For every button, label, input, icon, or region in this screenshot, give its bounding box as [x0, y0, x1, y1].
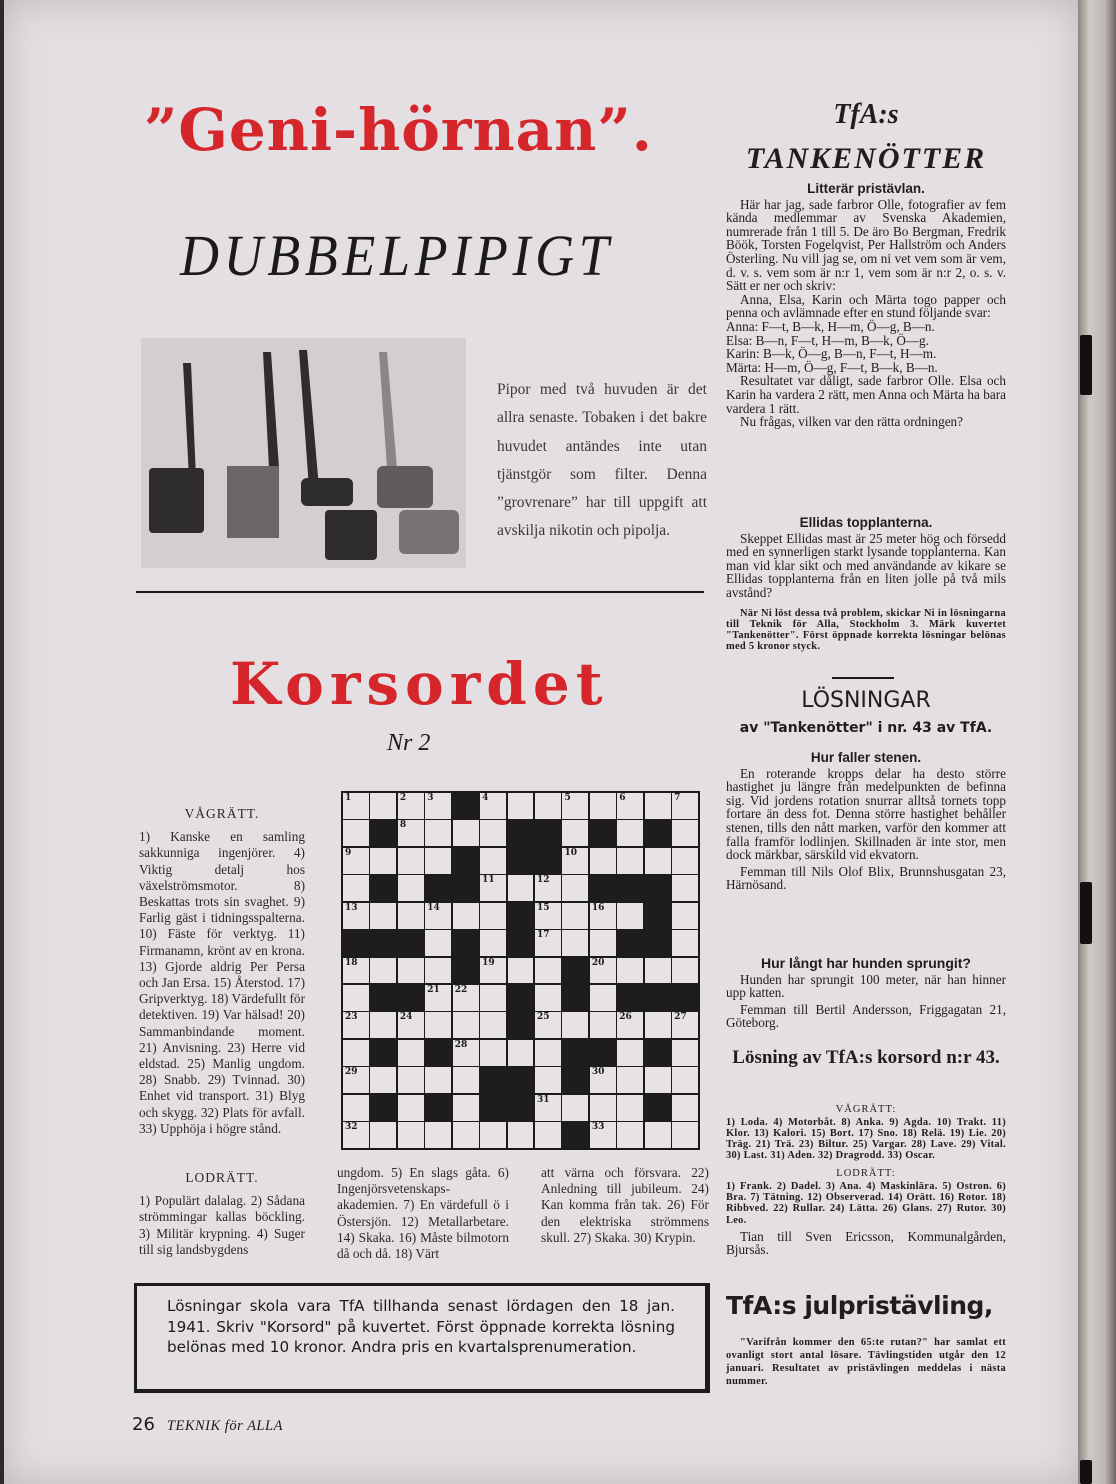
- crossword-black-square: [590, 1040, 616, 1066]
- crossword-cell[interactable]: 5: [562, 793, 588, 819]
- crossword-black-square: [425, 1095, 451, 1121]
- crossword-cell[interactable]: 13: [343, 903, 369, 929]
- crossword-cell[interactable]: 31: [535, 1095, 561, 1121]
- solution-across-list: 1) Loda. 4) Motorbåt. 8) Anka. 9) Agda. 10) Trakt. 11) Klor. 13) Kalori. 15) Bort. 17) Sno. 18) Relä. 19) Lie. 20) Träg. 21) Trä. 23) Biltur. 25) Vargar. 28) Lave. 29) Vital. 30) Last. 31) Aden. 32) Dragrodd. 33) Oscar.: [726, 1116, 1006, 1162]
- crossword-cell[interactable]: 7: [672, 793, 698, 819]
- crossword-cell[interactable]: 25: [535, 1012, 561, 1038]
- crossword-cell[interactable]: [480, 1040, 506, 1066]
- crossword-cell[interactable]: 6: [617, 793, 643, 819]
- crossword-cell[interactable]: [672, 930, 698, 956]
- section-title-geni-hornan: ”Geni-hörnan”.: [144, 96, 653, 164]
- crossword-cell[interactable]: [590, 793, 616, 819]
- crossword-cell[interactable]: [617, 820, 643, 846]
- crossword-cell[interactable]: [343, 820, 369, 846]
- crossword-black-square: [562, 958, 588, 984]
- crossword-cell[interactable]: [645, 793, 671, 819]
- crossword-cell[interactable]: 10: [562, 848, 588, 874]
- crossword-cell[interactable]: 1: [343, 793, 369, 819]
- page-number: 26: [132, 1414, 155, 1435]
- crossword-number: Nr 2: [387, 730, 431, 756]
- crossword-black-square: [398, 930, 424, 956]
- crossword-cell[interactable]: [672, 875, 698, 901]
- submission-note: När Ni löst dessa två problem, skickar Ni in lösningarna till Teknik för Alla, Stockholm 3. Märk kuvertet "Tankenötter". Först öppnade korrekta lösningar belönas med 5 kronor styck.: [726, 607, 1006, 653]
- crossword-cell[interactable]: [562, 903, 588, 929]
- crossword-cell[interactable]: [398, 1067, 424, 1093]
- crossword-cell[interactable]: [590, 848, 616, 874]
- across-clues: [139, 806, 305, 1137]
- solution-stone: [726, 751, 1006, 892]
- solution-down-list: 1) Frank. 2) Dadel. 3) Ana. 4) Maskinlära. 5) Ostron. 6) Bra. 7) Tätning. 12) Observerad. 14) Orätt. 16) Rotor. 18) Ribbved. 22) Rullar. 24) Lätta. 26) Glans. 27) Rutor. 30) Leo.: [726, 1181, 1006, 1226]
- crossword-cell[interactable]: 4: [480, 793, 506, 819]
- crossword-cell[interactable]: 12: [535, 875, 561, 901]
- crossword-black-square: [343, 930, 369, 956]
- crossword-cell[interactable]: [672, 1122, 698, 1148]
- tankenotter-title: TANKENÖTTER: [745, 142, 987, 175]
- crossword-cell[interactable]: [508, 1122, 534, 1148]
- crossword-cell[interactable]: [343, 985, 369, 1011]
- solutions-title: LÖSNINGAR: [801, 688, 931, 713]
- binding-clip: [1080, 882, 1092, 944]
- crossword-black-square: [645, 1040, 671, 1066]
- crossword-cell[interactable]: 16: [590, 903, 616, 929]
- crossword-black-square: [617, 930, 643, 956]
- winner-text: Tian till Sven Ericsson, Kommunalgården, Bjursås.: [726, 1228, 1006, 1258]
- crossword-black-square: [562, 1122, 588, 1148]
- crossword-cell[interactable]: [398, 958, 424, 984]
- crossword-black-square: [398, 985, 424, 1011]
- crossword-cell[interactable]: [398, 848, 424, 874]
- crossword-cell[interactable]: [453, 903, 479, 929]
- crossword-notice: Lösningar skola vara TfA tillhanda senast lördagen den 18 jan. 1941. Skriv "Korsord" på kuvertet. Först öppnade korrekta lösning belönas med 10 kronor. Andra pris en kvartalsprenumeration.: [167, 1297, 675, 1356]
- crossword-cell[interactable]: [453, 820, 479, 846]
- crossword-cell[interactable]: [535, 1122, 561, 1148]
- crossword-black-square: [453, 848, 479, 874]
- solution-heading: Hur långt har hunden sprungit?: [761, 955, 971, 971]
- winner-text: Femman till Nils Olof Blix, Brunnshusgatan 23, Härnösand.: [726, 863, 1006, 893]
- crossword-cell[interactable]: [343, 875, 369, 901]
- crossword-cell[interactable]: [535, 985, 561, 1011]
- crossword-cell[interactable]: 21: [425, 985, 451, 1011]
- crossword-title: Korsordet: [230, 650, 609, 718]
- down-clues-col-3: [541, 1165, 709, 1246]
- crossword-cell[interactable]: [590, 1095, 616, 1121]
- crossword-cell[interactable]: [562, 930, 588, 956]
- crossword-cell[interactable]: [370, 848, 396, 874]
- crossword-cell[interactable]: [617, 1122, 643, 1148]
- crossword-black-square: [425, 875, 451, 901]
- crossword-cell[interactable]: [398, 1040, 424, 1066]
- magazine-page: [4, 0, 1080, 1484]
- crossword-cell[interactable]: [562, 875, 588, 901]
- christmas-contest: [726, 1336, 1006, 1388]
- crossword-black-square: [370, 930, 396, 956]
- crossword-cell[interactable]: 8: [398, 820, 424, 846]
- crossword-cell[interactable]: 22: [453, 985, 479, 1011]
- crossword-notice-box: [134, 1283, 710, 1393]
- crossword-cell[interactable]: [480, 1122, 506, 1148]
- crossword-cell[interactable]: 30: [590, 1067, 616, 1093]
- crossword-cell[interactable]: [480, 820, 506, 846]
- crossword-cell[interactable]: [535, 1067, 561, 1093]
- crossword-cell[interactable]: [370, 1122, 396, 1148]
- crossword-black-square: [370, 1040, 396, 1066]
- crossword-cell[interactable]: [617, 848, 643, 874]
- crossword-cell[interactable]: [425, 958, 451, 984]
- crossword-cell[interactable]: [672, 820, 698, 846]
- crossword-cell[interactable]: 23: [343, 1012, 369, 1038]
- crossword-cell[interactable]: 2: [398, 793, 424, 819]
- crossword-black-square: [453, 958, 479, 984]
- down-clues-col-1: [139, 1170, 305, 1258]
- puzzle-literary: [726, 182, 1006, 429]
- crossword-cell[interactable]: [617, 1040, 643, 1066]
- solutions-subtitle: av "Tankenötter" i nr. 43 av TfA.: [739, 720, 993, 736]
- crossword-black-square: [562, 1067, 588, 1093]
- crossword-black-square: [562, 1040, 588, 1066]
- crossword-cell[interactable]: 29: [343, 1067, 369, 1093]
- crossword-cell[interactable]: [480, 985, 506, 1011]
- crossword-cell[interactable]: [672, 848, 698, 874]
- crossword-cell[interactable]: [480, 930, 506, 956]
- crossword-cell[interactable]: [535, 793, 561, 819]
- crossword-black-square: [590, 820, 616, 846]
- crossword-black-square: [645, 930, 671, 956]
- crossword-black-square: [508, 985, 534, 1011]
- solution-text: En roterande kropps delar ha desto större hastighet ju längre från medelpunkten de befinna sig. Vid jordens rotation snurrar alltså tornets topp fortare än dess fot. Denna större hastighet behåller stenen, tills den nått marken, varför den kommer att falla framför lodlinjen. Skillnaden är inte stor, men dock märkbar, särskild vid ekvatorn.: [726, 765, 1006, 863]
- crossword-cell[interactable]: [453, 1012, 479, 1038]
- crossword-black-square: [645, 903, 671, 929]
- puzzle-heading: Litterär pristävlan.: [807, 181, 925, 196]
- crossword-cell[interactable]: [370, 1012, 396, 1038]
- answer-line: Anna: F—t, B—k, H—m, Ö—g, B—n.: [726, 318, 935, 334]
- crossword-black-square: [645, 1095, 671, 1121]
- crossword-cell[interactable]: [617, 1095, 643, 1121]
- tankenotter-kicker: TfA:s: [833, 99, 899, 130]
- crossword-black-square: [508, 820, 534, 846]
- divider: [136, 591, 704, 593]
- crossword-cell[interactable]: [535, 958, 561, 984]
- crossword-cell[interactable]: 27: [672, 1012, 698, 1038]
- crossword-cell[interactable]: [645, 1122, 671, 1148]
- crossword-cell[interactable]: 15: [535, 903, 561, 929]
- crossword-black-square: [590, 875, 616, 901]
- crossword-black-square: [508, 903, 534, 929]
- crossword-cell[interactable]: [672, 1095, 698, 1121]
- crossword-cell[interactable]: [645, 848, 671, 874]
- crossword-cell[interactable]: [370, 1067, 396, 1093]
- crossword-cell[interactable]: [398, 875, 424, 901]
- crossword-cell[interactable]: [672, 958, 698, 984]
- down-clue-text: att värna och försvara. 22) Anledning till jubileum. 24) Kan komma från tak. 26) För den elektriska strömmens skull. 27) Skaka. 30) Krypin.: [541, 1165, 709, 1245]
- crossword-cell[interactable]: [508, 875, 534, 901]
- page-edge: [1078, 0, 1116, 1484]
- crossword-cell[interactable]: [425, 1122, 451, 1148]
- crossword-black-square: [535, 848, 561, 874]
- crossword-black-square: [370, 985, 396, 1011]
- crossword-black-square: [453, 793, 479, 819]
- crossword-cell[interactable]: [672, 1040, 698, 1066]
- answer-line: Elsa: B—n, F—t, H—m, B—k, Ö—g.: [726, 332, 929, 348]
- crossword-black-square: [480, 1067, 506, 1093]
- binding-clip: [1080, 335, 1092, 395]
- crossword-cell[interactable]: 28: [453, 1040, 479, 1066]
- crossword-cell[interactable]: [370, 903, 396, 929]
- crossword-cell[interactable]: [590, 1012, 616, 1038]
- crossword-cell[interactable]: 33: [590, 1122, 616, 1148]
- crossword-cell[interactable]: 17: [535, 930, 561, 956]
- crossword-cell[interactable]: [425, 1067, 451, 1093]
- crossword-cell[interactable]: 3: [425, 793, 451, 819]
- divider: [832, 677, 894, 679]
- crossword-black-square: [535, 820, 561, 846]
- crossword-black-square: [370, 820, 396, 846]
- crossword-cell[interactable]: [480, 903, 506, 929]
- answer-line: Karin: B—k, Ö—g, B—n, F—t, H—m.: [726, 346, 937, 362]
- crossword-cell[interactable]: 32: [343, 1122, 369, 1148]
- puzzle-text: Nu frågas, vilken var den rätta ordningen?: [740, 414, 964, 430]
- crossword-cell[interactable]: [480, 1012, 506, 1038]
- solution-dog: [726, 957, 1006, 1030]
- crossword-cell[interactable]: [343, 1040, 369, 1066]
- down-clue-text: ungdom. 5) En slags gåta. 6) Ingenjörsvetenskaps-akademien. 7) En värdefull ö i Östersjön. 12) Metallarbetare. 14) Skaka. 16) Måste bilmotorn då och då. 18) Värt: [337, 1165, 509, 1262]
- crossword-cell[interactable]: [590, 985, 616, 1011]
- crossword-cell[interactable]: 20: [590, 958, 616, 984]
- crossword-black-square: [508, 1095, 534, 1121]
- crossword-black-square: [425, 1040, 451, 1066]
- crossword-black-square: [453, 875, 479, 901]
- crossword-cell[interactable]: [425, 848, 451, 874]
- crossword-black-square: [508, 848, 534, 874]
- crossword-cell[interactable]: [370, 793, 396, 819]
- crossword-black-square: [562, 985, 588, 1011]
- puzzle-ellida: [726, 516, 1006, 652]
- crossword-cell[interactable]: [453, 1095, 479, 1121]
- binding-clip: [1080, 1460, 1092, 1484]
- crossword-cell[interactable]: [645, 1012, 671, 1038]
- crossword-cell[interactable]: [370, 958, 396, 984]
- pipes-photo: [141, 338, 466, 568]
- puzzle-text: Resultatet var dåligt, sade farbror Olle. Elsa och Karin ha vardera 2 rätt, men Anna och Märta ha bara vardera 1 rätt.: [726, 373, 1006, 416]
- crossword-black-square: [617, 985, 643, 1011]
- contest-text: "Varifrån kommer den 65:te rutan?" har samlat ett ovanligt stort antal lösare. Tävlingstiden utgår den 12 januari. Resultatet av pristävlingen meddelas i nästa nummer.: [726, 1337, 1006, 1387]
- crossword-cell[interactable]: [617, 1067, 643, 1093]
- crossword-cell[interactable]: [535, 1040, 561, 1066]
- crossword-black-square: [508, 1012, 534, 1038]
- article-title: DUBBELPIPIGT: [180, 223, 614, 288]
- crossword-solution-heading: Lösning av TfA:s korsord n:r 43.: [732, 1047, 1000, 1068]
- crossword-cell[interactable]: 19: [480, 958, 506, 984]
- crossword-cell[interactable]: [645, 958, 671, 984]
- christmas-contest-heading: TfA:s julpristävling,: [726, 1291, 993, 1320]
- crossword-cell[interactable]: [617, 958, 643, 984]
- puzzle-heading: Ellidas topplanterna.: [799, 515, 933, 530]
- solution-down-heading: LODRÄTT:: [836, 1168, 896, 1180]
- crossword-cell[interactable]: 14: [425, 903, 451, 929]
- crossword-black-square: [370, 875, 396, 901]
- across-heading: VÅGRÄTT.: [184, 806, 260, 821]
- crossword-black-square: [645, 985, 671, 1011]
- crossword-cell[interactable]: [425, 820, 451, 846]
- crossword-cell[interactable]: [453, 1067, 479, 1093]
- puzzle-text: Här har jag, sade farbror Olle, fotografier av fem kända medlemmar av Svenska Akademien, numrerade från 1 till 5. De äro Bo Bergman, Fredrik Böök, Torsten Fogelqvist, Per Hallström och Anders Österling. Nu vill jag se, om ni vet vem som är vem, d. v. s. vem som är n:r 1, vem som är n:r 2, o. s. v. Sätt er ner och skriv:: [726, 196, 1006, 294]
- crossword-cell[interactable]: [425, 1012, 451, 1038]
- crossword-black-square: [453, 930, 479, 956]
- solution-across-heading: VÅGRÄTT:: [835, 1104, 897, 1115]
- crossword-cell[interactable]: [672, 1067, 698, 1093]
- crossword-black-square: [508, 1067, 534, 1093]
- crossword-black-square: [370, 1095, 396, 1121]
- crossword-cell[interactable]: [425, 930, 451, 956]
- crossword-cell[interactable]: 9: [343, 848, 369, 874]
- crossword-cell[interactable]: [562, 820, 588, 846]
- crossword-black-square: [672, 985, 698, 1011]
- crossword-cell[interactable]: [398, 1122, 424, 1148]
- crossword-cell[interactable]: [562, 1095, 588, 1121]
- crossword-cell[interactable]: [508, 1040, 534, 1066]
- crossword-cell[interactable]: [480, 848, 506, 874]
- down-clues-col-2: [337, 1165, 509, 1262]
- crossword-cell[interactable]: [508, 793, 534, 819]
- solution-text: Hunden har sprungit 100 meter, när han hinner upp katten.: [726, 971, 1006, 1001]
- crossword-black-square: [617, 875, 643, 901]
- crossword-cell[interactable]: [590, 930, 616, 956]
- crossword-solution: [726, 1103, 1006, 1257]
- crossword-cell[interactable]: 11: [480, 875, 506, 901]
- down-clue-text: 1) Populärt dalalag. 2) Sådana strömmingar kallas böckling. 3) Militär krypning. 4) Suger till sig landsbygdens: [139, 1193, 305, 1257]
- crossword-cell[interactable]: [672, 903, 698, 929]
- crossword-cell[interactable]: [645, 1067, 671, 1093]
- crossword-black-square: [645, 820, 671, 846]
- solution-heading: Hur faller stenen.: [810, 750, 922, 765]
- crossword-black-square: [645, 875, 671, 901]
- crossword-cell[interactable]: [562, 1012, 588, 1038]
- crossword-cell[interactable]: [398, 1095, 424, 1121]
- magazine-name: TEKNIK för ALLA: [166, 1418, 283, 1434]
- crossword-cell[interactable]: [453, 1122, 479, 1148]
- winner-text: Femman till Bertil Andersson, Friggagatan 21, Göteborg.: [726, 1001, 1006, 1031]
- crossword-cell[interactable]: 18: [343, 958, 369, 984]
- crossword-black-square: [480, 1095, 506, 1121]
- crossword-cell[interactable]: [398, 903, 424, 929]
- puzzle-text: Skeppet Ellidas mast är 25 meter hög och försedd med en synnerligen starkt lysande topplanterna. Kan man vid klar sikt och med användande av kikare se Ellidas topplanterna från en liten jolle på två mils avstånd?: [726, 530, 1006, 600]
- crossword-grid: [341, 791, 700, 1150]
- crossword-cell[interactable]: [617, 903, 643, 929]
- crossword-cell[interactable]: [343, 1095, 369, 1121]
- crossword-cell[interactable]: 24: [398, 1012, 424, 1038]
- page-footer: [132, 1414, 283, 1435]
- answer-line: Märta: H—m, Ö—g, F—t, B—k, B—n.: [726, 359, 938, 375]
- across-clue-text: 1) Kanske en samling sakkunniga ingenjörer. 4) Viktig detalj hos växelströmsmotor. 8) Beskattas trots sin svaghet. 9) Farlig gäst i tidningsspalterna. 10) Fäste för verktyg. 11) Firmanamn, krönt av en krona. 13) Gjorde aldrig Per Persa och Jan Ersa. 15) Återstod. 17) Gripverktyg. 18) Värdefullt för detektiven. 19) Var hälsad! 20) Sammanbindande moment. 21) Anvisning. 23) Herre vid eldstad. 25) Manlig ungdom. 28) Snabb. 29) Tvinnad. 30) Enhet vid transport. 31) Blyg och skygg. 32) Plats för avfall. 33) Upphöja i högre stånd.: [139, 829, 305, 1136]
- puzzle-text: Anna, Elsa, Karin och Märta togo papper och penna och avlämnade efter en stund följande svar:: [726, 291, 1006, 321]
- crossword-cell[interactable]: [508, 958, 534, 984]
- crossword-black-square: [508, 930, 534, 956]
- photo-caption: Pipor med två huvuden är det allra senaste. Tobaken i det bakre huvudet antändes inte utan tjänstgör som filter. Denna ”grovrenare” har till uppgift att avskilja nikotin och pipolja.: [497, 381, 707, 540]
- crossword-cell[interactable]: 26: [617, 1012, 643, 1038]
- down-heading: LODRÄTT.: [185, 1170, 259, 1185]
